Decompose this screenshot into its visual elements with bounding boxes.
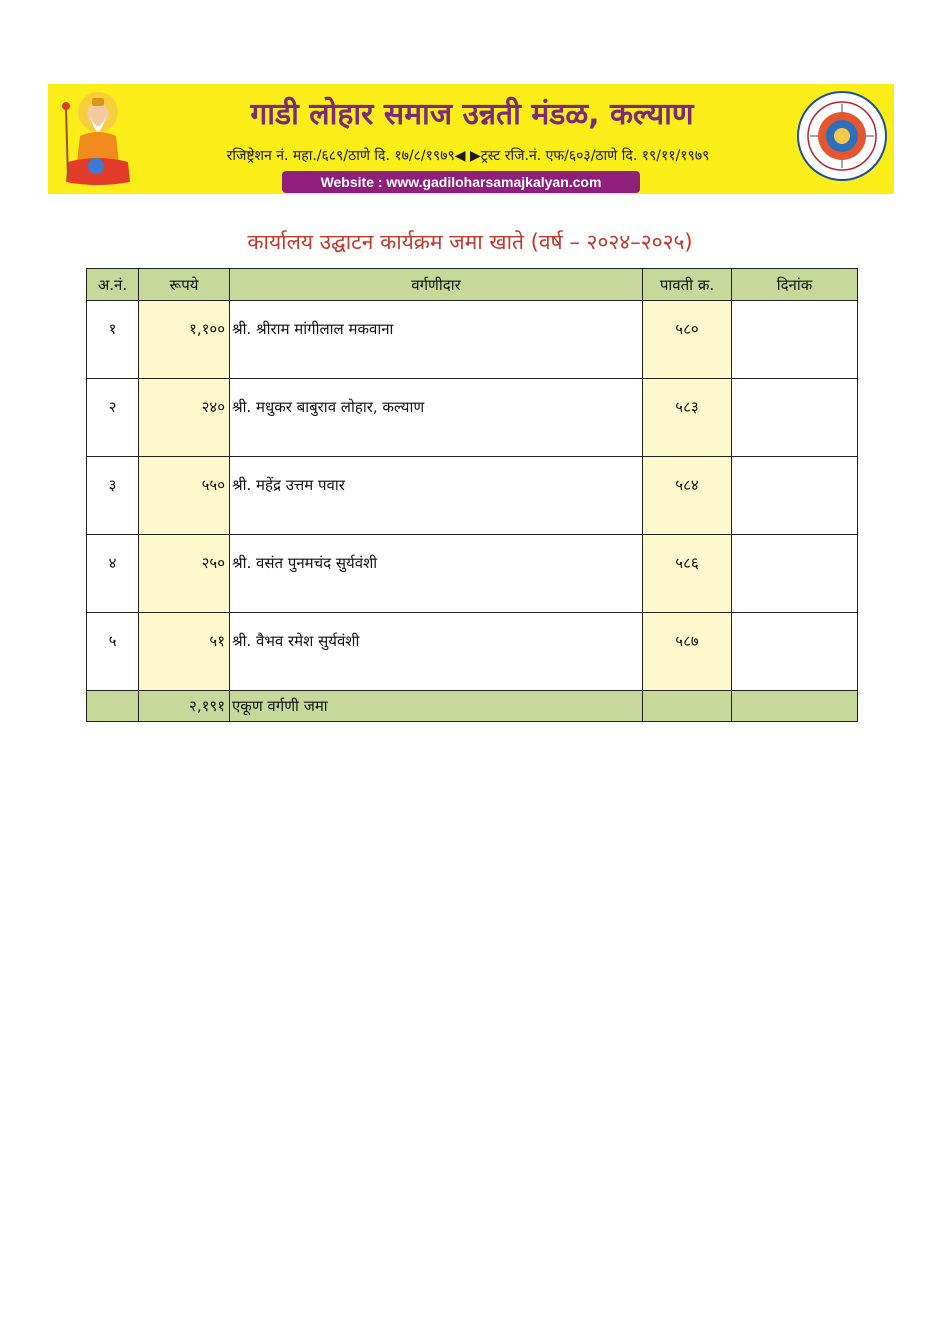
- receipt-cell: ५८०: [643, 301, 732, 379]
- contributor-cell: श्री. वैभव रमेश सुर्यवंशी: [230, 613, 643, 691]
- contributor-cell: श्री. वसंत पुनमचंद सुर्यवंशी: [230, 535, 643, 613]
- total-amount-cell: २,१९१: [139, 691, 230, 722]
- header-banner: [48, 84, 894, 194]
- total-receipt-cell: [643, 691, 732, 722]
- contributor-cell: श्री. मधुकर बाबुराव लोहार, कल्याण: [230, 379, 643, 457]
- organization-seal-icon: [796, 90, 888, 182]
- table-row: [87, 379, 858, 457]
- organization-name: गाडी लोहार समाज उन्नती मंडळ, कल्याण: [250, 97, 694, 132]
- header-date: दिनांक: [732, 269, 858, 301]
- receipt-cell: ५८६: [643, 535, 732, 613]
- header-receipt: पावती क्र.: [643, 269, 732, 301]
- amount-cell: २५०: [139, 535, 230, 613]
- serial-cell: ५: [87, 613, 139, 691]
- contributor-cell: श्री. श्रीराम मांगीलाल मकवाना: [230, 301, 643, 379]
- receipt-cell: ५८४: [643, 457, 732, 535]
- table-row: [87, 457, 858, 535]
- document-title: कार्यालय उद्घाटन कार्यक्रम जमा खाते (वर्ष – २०२४–२०२५): [247, 230, 693, 254]
- table-row: [87, 613, 858, 691]
- date-cell: [732, 379, 858, 457]
- serial-cell: ४: [87, 535, 139, 613]
- serial-cell: २: [87, 379, 139, 457]
- receipt-cell: ५८३: [643, 379, 732, 457]
- contributions-table: [86, 268, 858, 722]
- amount-cell: २४०: [139, 379, 230, 457]
- amount-cell: ५५०: [139, 457, 230, 535]
- serial-cell: ३: [87, 457, 139, 535]
- website-link[interactable]: Website : www.gadiloharsamajkalyan.com: [282, 171, 640, 193]
- total-row: [87, 691, 858, 722]
- table-header-row: [87, 269, 858, 301]
- registration-info: रजिष्ट्रेशन नं. महा./६८९/ठाणे दि. १७/८/१९७९◀ ▶ट्रस्ट रजि.नं. एफ/६०३/ठाणे दि. १९/११/१९७९: [226, 148, 710, 164]
- header-amount: रूपये: [139, 269, 230, 301]
- date-cell: [732, 301, 858, 379]
- amount-cell: १,१००: [139, 301, 230, 379]
- receipt-cell: ५८७: [643, 613, 732, 691]
- header-contributor: वर्गणीदार: [230, 269, 643, 301]
- date-cell: [732, 457, 858, 535]
- deity-illustration-icon: [54, 88, 136, 188]
- table-row: [87, 535, 858, 613]
- date-cell: [732, 613, 858, 691]
- date-cell: [732, 535, 858, 613]
- table-row: [87, 301, 858, 379]
- total-serial-cell: [87, 691, 139, 722]
- amount-cell: ५१: [139, 613, 230, 691]
- serial-cell: १: [87, 301, 139, 379]
- contributor-cell: श्री. महेंद्र उत्तम पवार: [230, 457, 643, 535]
- total-label-cell: एकूण वर्गणी जमा: [230, 691, 643, 722]
- header-serial: अ.नं.: [87, 269, 139, 301]
- total-date-cell: [732, 691, 858, 722]
